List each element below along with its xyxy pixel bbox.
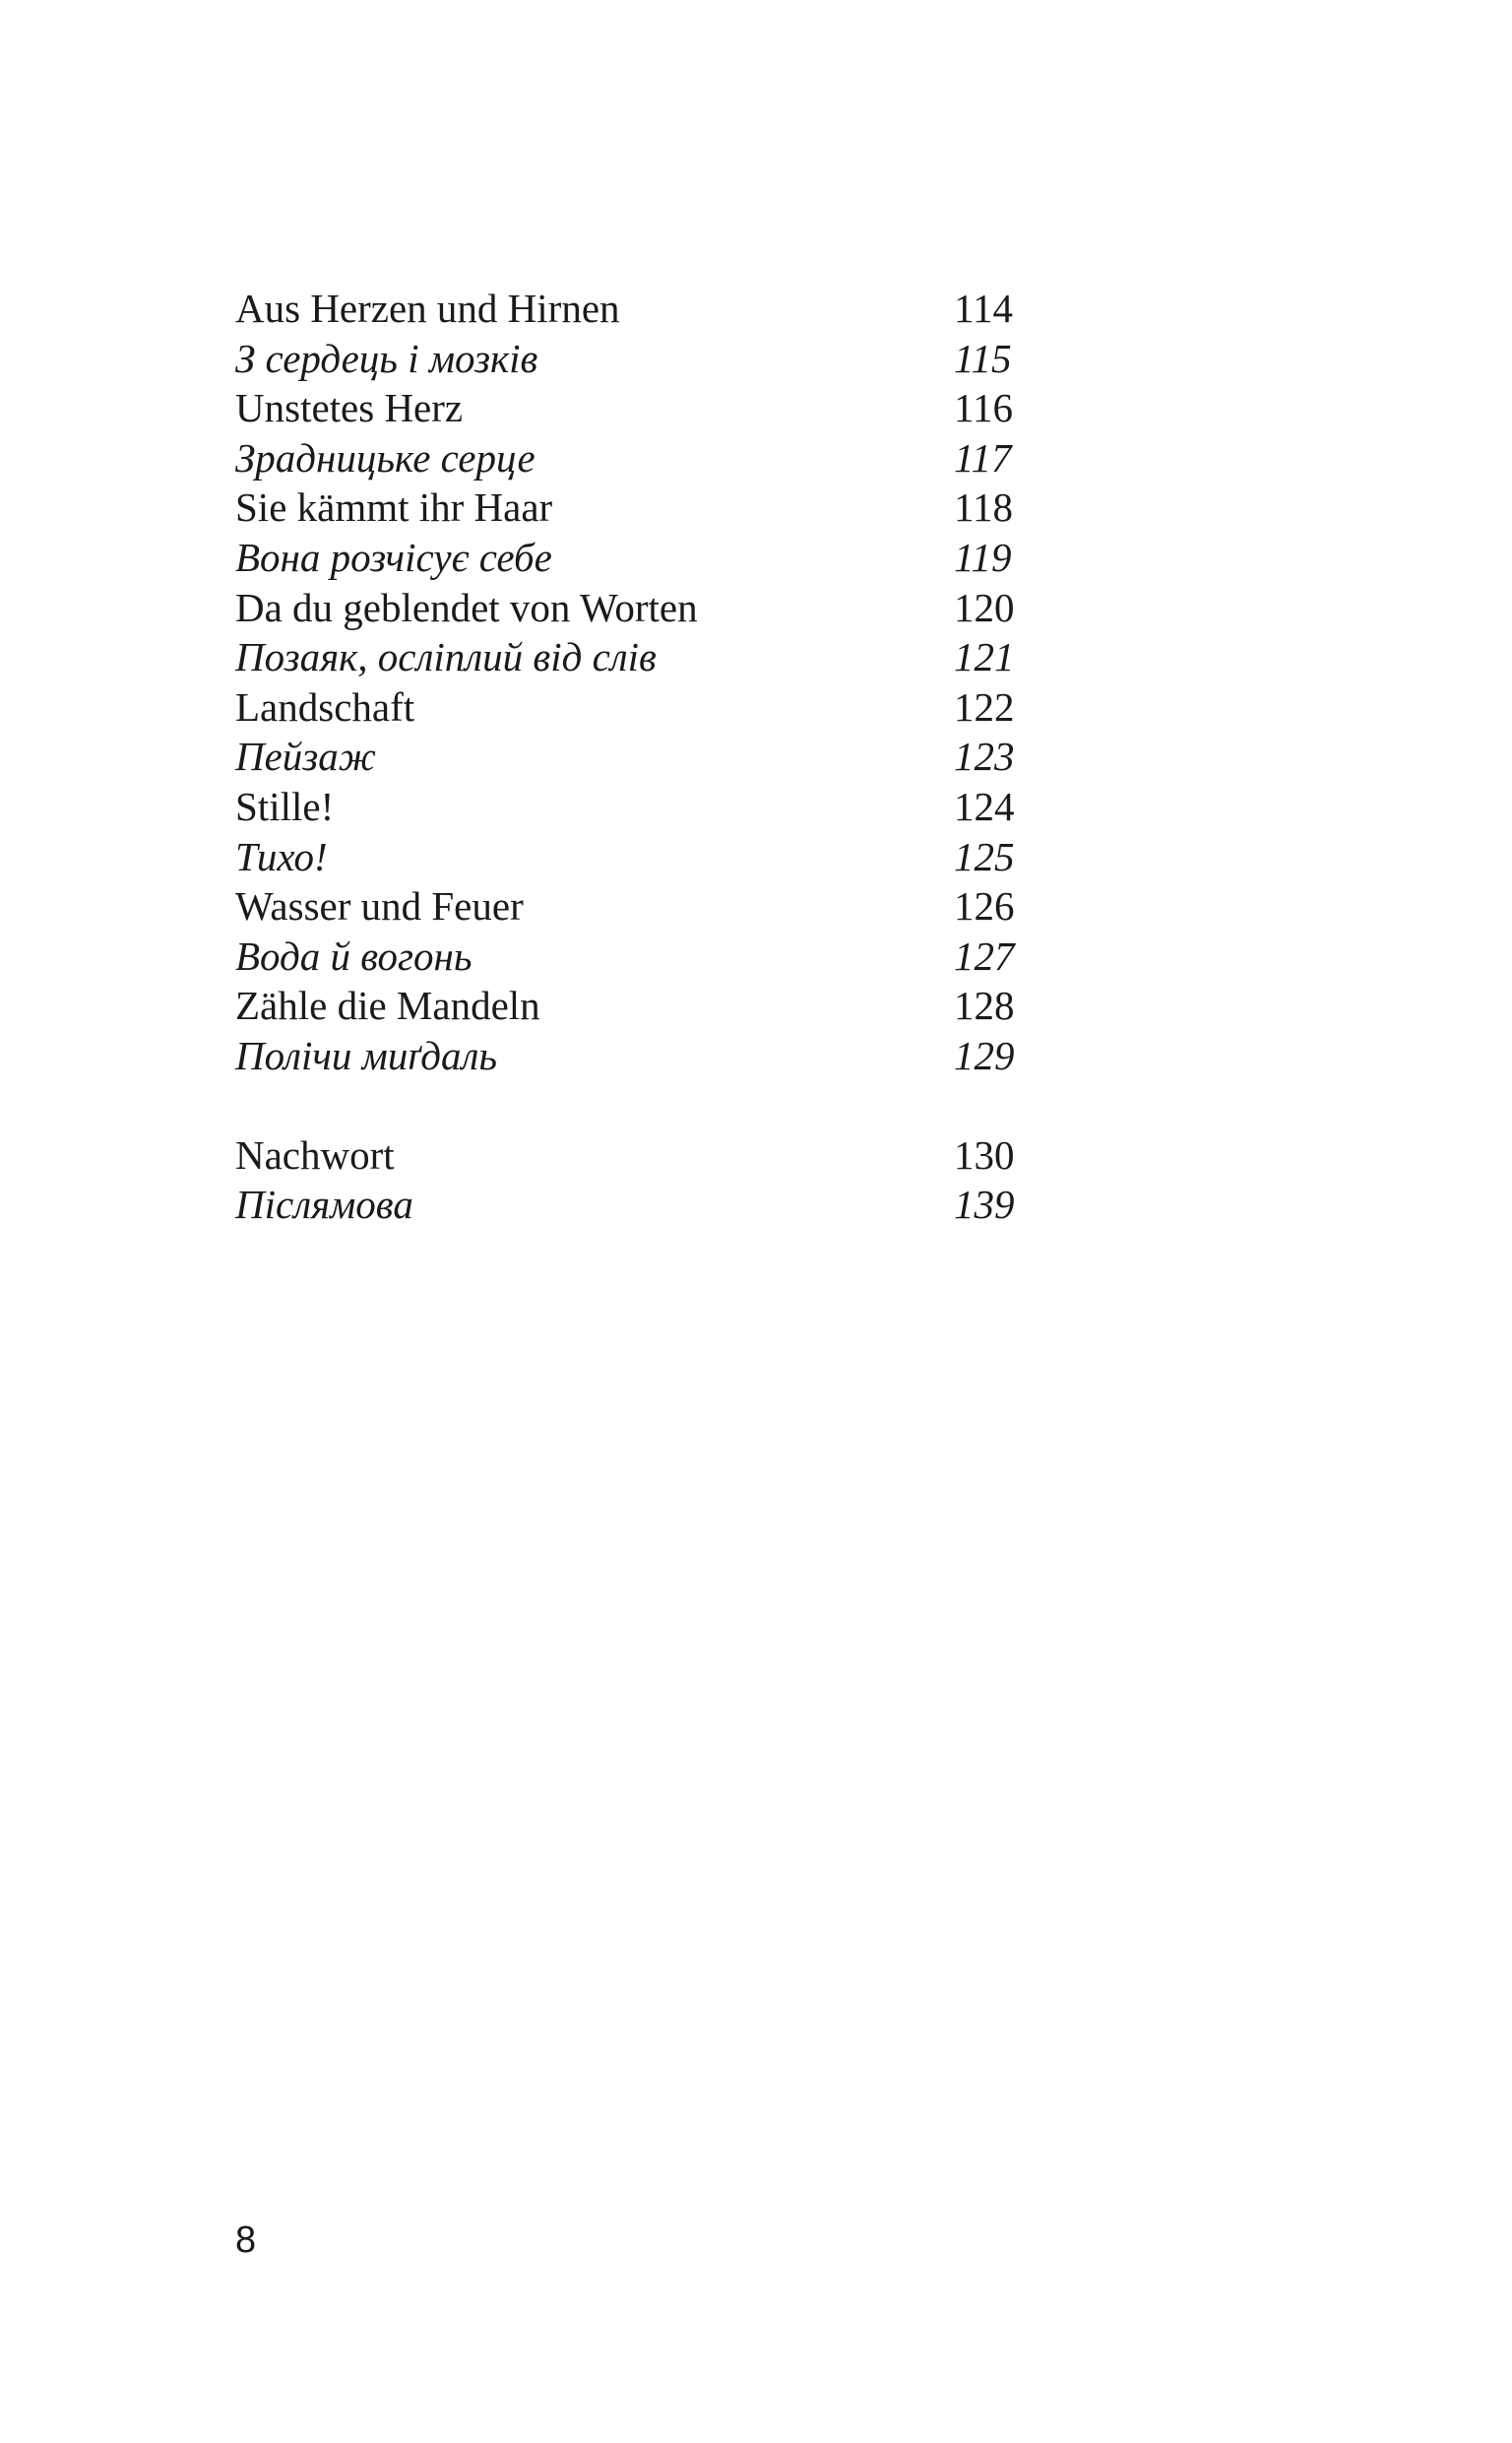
toc-entry-title: Позаяк, осліплий від слів: [235, 634, 657, 680]
toc-entry[interactable]: [235, 932, 1042, 982]
table-of-contents: [235, 284, 1042, 1230]
toc-entry-title: Полічи миґдаль: [235, 1032, 498, 1078]
toc-entry-title: Зрадницьке серце: [235, 434, 536, 481]
toc-entry[interactable]: [235, 334, 1042, 384]
toc-group-afterword: [235, 1130, 1042, 1230]
toc-entry[interactable]: [235, 284, 1042, 334]
toc-entry[interactable]: [235, 383, 1042, 433]
toc-entry-title: Unstetes Herz: [235, 385, 464, 431]
toc-entry-title: Вода й вогонь: [235, 932, 472, 979]
toc-entry-page: 129: [954, 1032, 1015, 1078]
toc-entry[interactable]: [235, 1130, 1042, 1181]
toc-entry[interactable]: [235, 1180, 1042, 1230]
toc-entry-page: 139: [954, 1182, 1015, 1228]
toc-entry-page: 126: [954, 883, 1015, 930]
toc-entry[interactable]: [235, 482, 1042, 533]
toc-entry-title: Zähle die Mandeln: [235, 983, 540, 1029]
toc-entry-title: Nachwort: [235, 1131, 395, 1178]
toc-entry-page: 114: [954, 286, 1013, 331]
toc-entry[interactable]: [235, 782, 1042, 832]
toc-entry-title: Landschaft: [235, 683, 415, 730]
toc-entry[interactable]: [235, 981, 1042, 1031]
toc-entry[interactable]: [235, 682, 1042, 733]
toc-entry-page: 121: [954, 634, 1015, 680]
toc-entry[interactable]: [235, 632, 1042, 682]
toc-entry-page: 125: [954, 833, 1015, 879]
toc-entry-page: 118: [954, 484, 1013, 531]
toc-entry-page: 127: [954, 932, 1015, 979]
toc-entry-page: 116: [954, 385, 1013, 431]
toc-entry[interactable]: [235, 832, 1042, 882]
toc-entry-page: 128: [954, 983, 1015, 1029]
toc-entry-page: 115: [954, 335, 1012, 381]
toc-entry[interactable]: [235, 583, 1042, 633]
toc-entry[interactable]: [235, 533, 1042, 583]
toc-entry[interactable]: [235, 1031, 1042, 1081]
toc-entry-title: Sie kämmt ihr Haar: [235, 484, 553, 531]
toc-entry[interactable]: [235, 732, 1042, 782]
toc-entry-title: Пейзаж: [235, 734, 376, 780]
toc-entry-page: 130: [954, 1131, 1015, 1178]
toc-group-poems: [235, 284, 1042, 1081]
toc-entry-page: 120: [954, 584, 1015, 630]
toc-entry-page: 119: [954, 534, 1012, 580]
toc-entry-page: 122: [954, 683, 1015, 730]
toc-entry[interactable]: [235, 881, 1042, 932]
toc-entry-title: Stille!: [235, 783, 335, 829]
toc-entry-title: Wasser und Feuer: [235, 883, 524, 930]
toc-entry-title: Aus Herzen und Hirnen: [235, 286, 620, 331]
page-number: 8: [235, 2219, 257, 2261]
toc-entry[interactable]: [235, 433, 1042, 483]
toc-entry-page: 117: [954, 434, 1012, 481]
toc-entry-title: Da du geblendet von Worten: [235, 584, 698, 630]
toc-entry-title: Тихо!: [235, 833, 328, 879]
toc-entry-page: 124: [954, 783, 1015, 829]
toc-entry-title: Післямова: [235, 1182, 413, 1228]
toc-entry-page: 123: [954, 734, 1015, 780]
toc-entry-title: З сердець і мозків: [235, 335, 538, 381]
toc-entry-title: Вона розчісує себе: [235, 534, 552, 580]
